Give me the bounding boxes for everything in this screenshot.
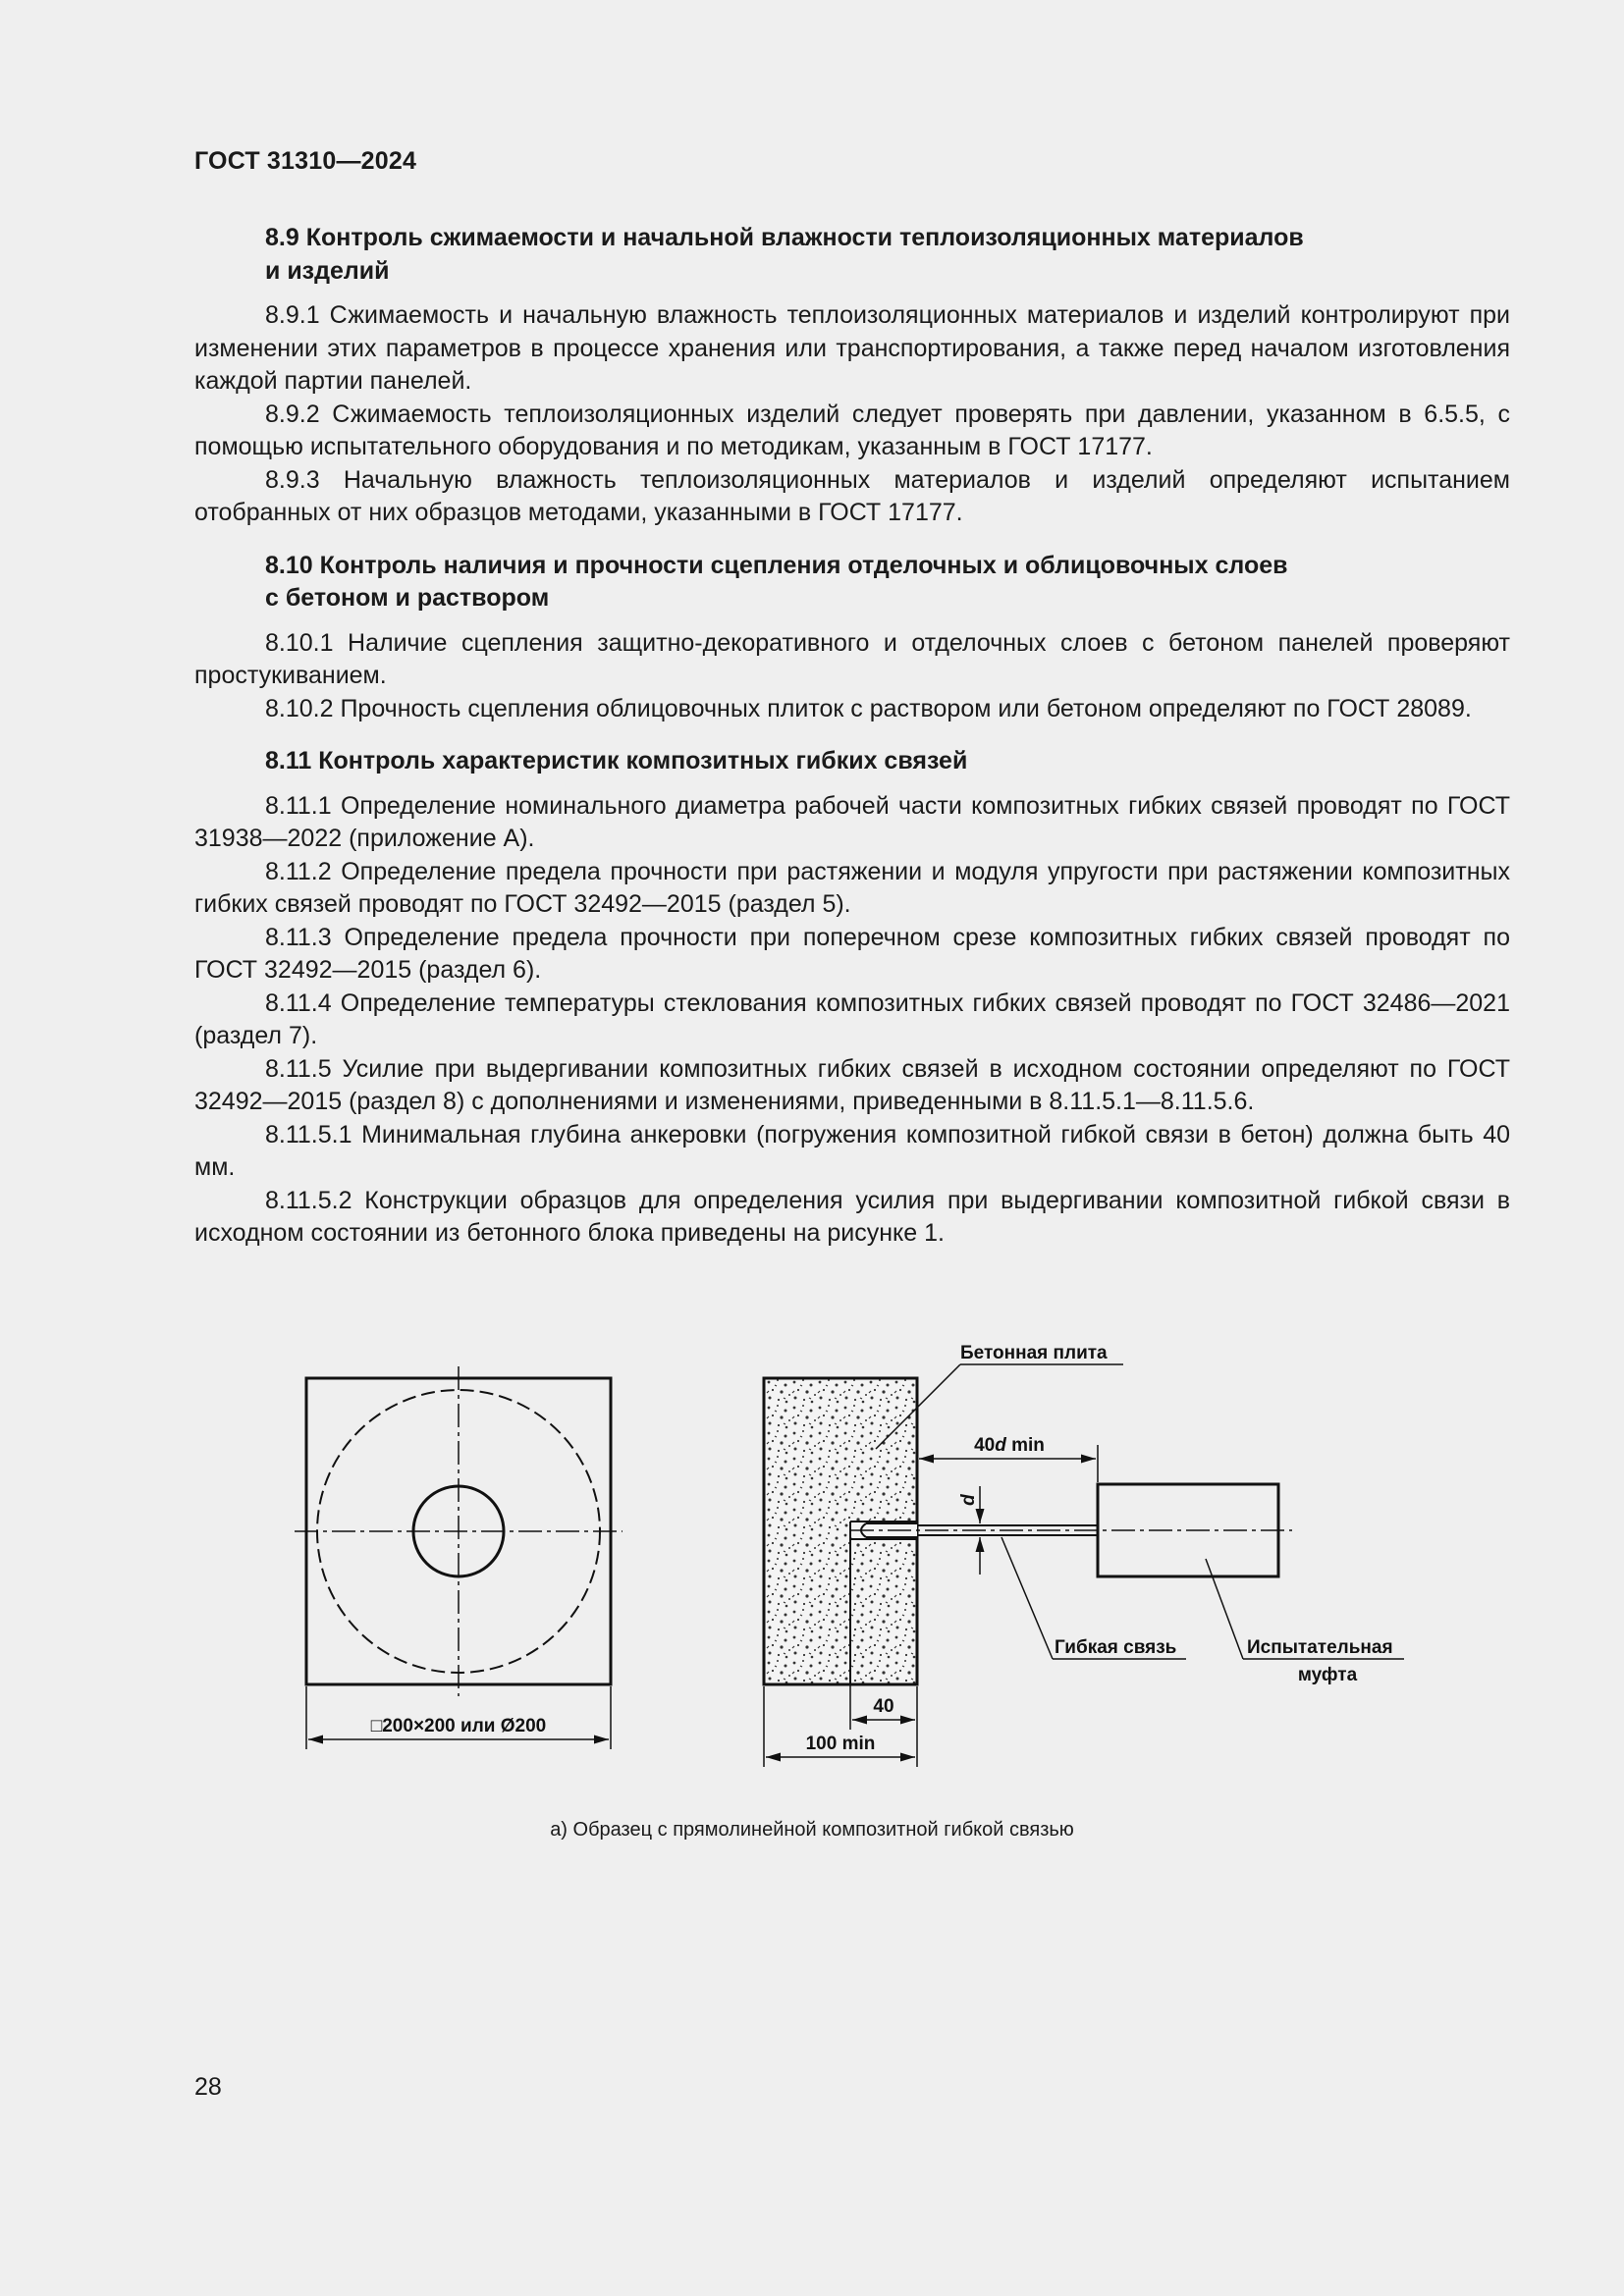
paragraph-8-11-1: 8.11.1 Определение номинального диаметра рабочей части композитных гибких связей проводят по ГОСТ 31938—2022 (приложение А). (194, 791, 1510, 852)
document-header: ГОСТ 31310—2024 (194, 147, 417, 175)
paragraph-8-10-1: 8.10.1 Наличие сцепления защитно-декоративного и отделочных слоев с бетоном панелей проверяют простукиванием. (194, 628, 1510, 689)
label-concrete-slab: Бетонная плита (960, 1343, 1108, 1363)
label-dimension-40: 40 (873, 1696, 894, 1717)
section-8-11 (194, 745, 1510, 1251)
paragraph-8-11-5-1: 8.11.5.1 Минимальная глубина анкеровки (погружения композитной гибкой связи в бетон) должна быть 40 мм. (194, 1120, 1510, 1181)
plan-view (295, 1366, 623, 1749)
label-diameter: d (958, 1494, 979, 1506)
page-number: 28 (194, 2073, 222, 2101)
label-test-coupling-line1: Испытательная (1247, 1637, 1393, 1658)
paragraph-8-11-2: 8.11.2 Определение предела прочности при растяжении и модуля упругости при растяжении композитных гибких связей проводят по ГОСТ 32492—2015 (раздел 5). (194, 857, 1510, 918)
paragraph-8-11-3: 8.11.3 Определение предела прочности при поперечном срезе композитных гибких связей проводят по ГОСТ 32492—2015 (раздел 6). (194, 923, 1510, 984)
figure-drawing (0, 1296, 1624, 1885)
label-embed-dimension: 40d min (974, 1435, 1045, 1456)
label-test-coupling-line2: муфта (1297, 1665, 1358, 1685)
section-heading-line: и изделий (265, 256, 390, 285)
paragraph-8-11-5-2: 8.11.5.2 Конструкции образцов для определения усилия при выдергивании композитной гибкой связи в исходном состоянии из бетонного блока приведены на рисунке 1. (194, 1186, 1510, 1247)
paragraph-8-9-3: 8.9.3 Начальную влажность теплоизоляционных материалов и изделий определяют испытанием отобранных от них образцов методами, указанными в ГОСТ 17177. (194, 465, 1510, 526)
section-8-9 (194, 222, 1510, 530)
section-8-10 (194, 550, 1510, 726)
paragraph-8-9-1: 8.9.1 Сжимаемость и начальную влажность теплоизоляционных материалов и изделий контролируют при изменении этих параметров в процессе хранения или транспортирования, а также перед началом изготовления каждой партии панелей. (194, 301, 1510, 395)
section-heading-line: 8.9 Контроль сжимаемости и начальной влажности теплоизоляционных материалов (265, 224, 1304, 251)
document-body (194, 222, 1510, 1251)
label-dimension-100: 100 min (805, 1734, 876, 1754)
plan-dimension-label: □200×200 или Ø200 (370, 1716, 547, 1736)
section-view (764, 1364, 1404, 1767)
paragraph-8-11-4: 8.11.4 Определение температуры стеклования композитных гибких связей проводят по ГОСТ 32486—2021 (раздел 7). (194, 988, 1510, 1049)
section-heading-line: 8.10 Контроль наличия и прочности сцепления отделочных и облицовочных слоев (265, 551, 1288, 579)
section-heading-line: с бетоном и раствором (265, 584, 550, 612)
figure-1a (0, 1296, 1624, 1885)
paragraph-8-11-5: 8.11.5 Усилие при выдергивании композитных гибких связей в исходном состоянии определяют по ГОСТ 32492—2015 (раздел 8) с дополнениями и изменениями, приведенными в 8.11.5.1—8.11.5.6. (194, 1054, 1510, 1115)
figure-caption: а) Образец с прямолинейной композитной гибкой связью (550, 1819, 1074, 1841)
section-heading-line: 8.11 Контроль характеристик композитных гибких связей (265, 747, 968, 774)
paragraph-8-9-2: 8.9.2 Сжимаемость теплоизоляционных изделий следует проверять при давлении, указанном в 6.5.5, с помощью испытательного оборудования и по методикам, указанным в ГОСТ 17177. (194, 400, 1510, 460)
label-flexible-tie: Гибкая связь (1055, 1637, 1177, 1658)
paragraph-8-10-2: 8.10.2 Прочность сцепления облицовочных плиток с раствором или бетоном определяют по ГОСТ 28089. (265, 694, 1472, 722)
